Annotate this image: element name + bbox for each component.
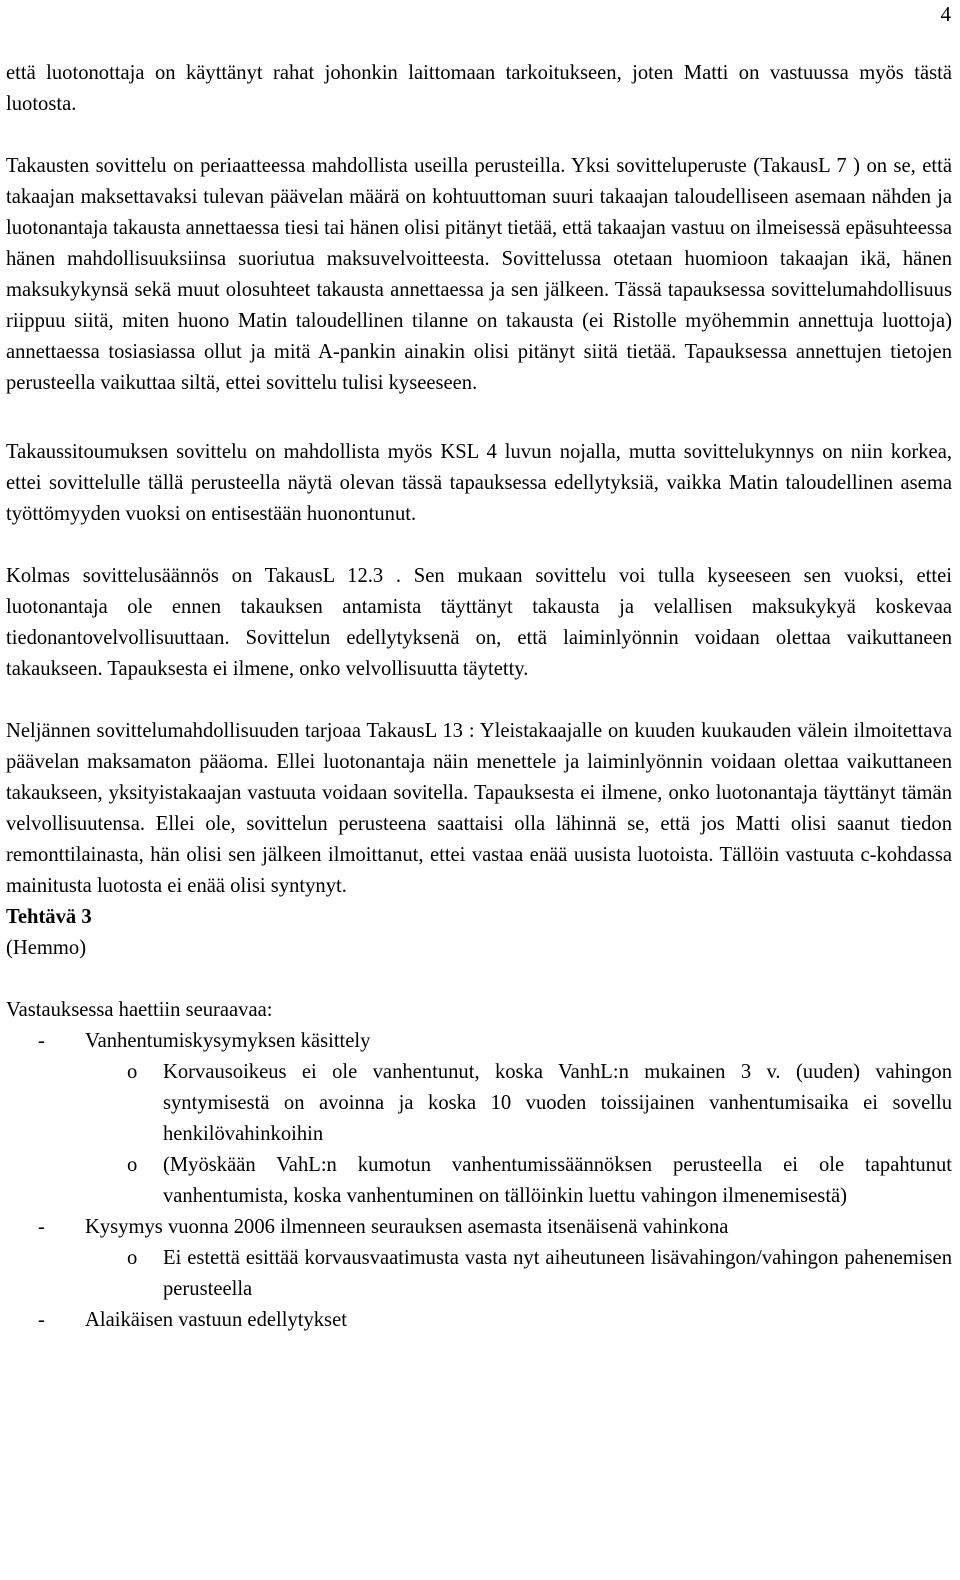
- list-item: [6, 1212, 952, 1243]
- bullet-marker: o: [127, 1061, 138, 1083]
- page-number: 4: [940, 2, 951, 26]
- paragraph-sovittelu-perusteet: Takausten sovittelu on periaatteessa mahdollista useilla perusteilla. Yksi sovitteluperuste (TakausL 7 ) on se, että takaajan maksettavaksi tulevan päävelan määrä on kohtuuttoman suuri takaajan taloudelliseen asemaan nähden ja luotonantaja takausta annettaessa tiesi tai hänen olisi pitänyt tietää, että takaajan vastuu on ilmeisessä epäsuhteessa hänen mahdollisuuksiinsa suoriutua maksuvelvoitteesta. Sovittelussa otetaan huomioon takaajan ikä, hänen maksukykynsä sekä muut olosuhteet takausta annettaessa ja sen jälkeen. Tässä tapauksessa sovittelumahdollisuus riippuu siitä, miten huono Matin taloudellinen tilanne on takausta (ei Ristolle myöhemmin annettuja luottoja) annettaessa tosiasiassa ollut ja mitä A-pankin ainakin olisi pitänyt siitä tietää. Tapauksessa annettujen tietojen perusteella vaikuttaa siltä, ettei sovittelu tulisi kyseeseen.: [6, 155, 952, 394]
- sub-list-item: [6, 1243, 952, 1305]
- paragraph-neljas-mahdollisuus: Neljännen sovittelumahdollisuuden tarjoaa TakausL 13 : Yleistakaajalle on kuuden kuukauden välein ilmoitettava päävelan maksamaton pääoma. Ellei luotonantaja näin menettele ja laiminlyönnin voidaan olettaa vaikuttaneen takaukseen, yksityistakaajan vastuuta voidaan sovitella. Tapauksesta ei ilmene, onko luotonantaja täyttänyt tämän velvollisuutensa. Ellei ole, sovittelun perusteena saattaisi olla lähinnä se, että jos Matti olisi saanut tiedon remonttilainasta, hän olisi sen jälkeen ilmoittanut, ettei vastaa enää uusista luotoista. Tällöin vastuuta c-kohdassa mainitusta luotosta ei enää olisi syntynyt.: [6, 720, 952, 897]
- task-heading: Tehtävä 3: [6, 906, 92, 928]
- paragraph-ksl-sovittelu: Takaussitoumuksen sovittelu on mahdollista myös KSL 4 luvun nojalla, mutta sovittelukynnys on niin korkea, ettei sovittelulle tällä perusteella näytä olevan tässä tapauksessa edellytyksiä, vaikka Matin taloudellinen asema työttömyyden vuoksi on entisestään huonontunut.: [6, 441, 952, 525]
- bullet-marker: o: [127, 1247, 138, 1269]
- sub-list-item: [6, 1150, 952, 1212]
- task-intro: Vastauksessa haettiin seuraavaa:: [6, 999, 273, 1021]
- list-item: [6, 1026, 952, 1057]
- sub-list-item-text: (Myöskään VahL:n kumotun vanhentumissäännöksen perusteella ei ole tapahtunut vanhentumista, koska vanhentuminen on tällöinkin luettu vahingon ilmenemisestä): [163, 1154, 952, 1207]
- list-item-label: Vanhentumiskysymyksen käsittely: [85, 1030, 371, 1052]
- task-author: (Hemmo): [6, 937, 87, 959]
- sub-list-item: [6, 1057, 952, 1150]
- sub-list-item-text: Ei estettä esittää korvausvaatimusta vasta nyt aiheutuneen lisävahingon/vahingon pahenemisen perusteella: [163, 1247, 952, 1300]
- answer-outline-list: [6, 1026, 952, 1336]
- paragraph-continuation: että luotonottaja on käyttänyt rahat johonkin laittomaan tarkoitukseen, joten Matti on vastuussa myös tästä luotosta.: [6, 62, 952, 115]
- dash-marker: -: [38, 1030, 45, 1052]
- list-item: [6, 1305, 952, 1336]
- dash-marker: -: [38, 1216, 45, 1238]
- bullet-marker: o: [127, 1154, 138, 1176]
- document-body: [6, 58, 952, 1336]
- paragraph-kolmas-saannos: Kolmas sovittelusäännös on TakausL 12.3 . Sen mukaan sovittelu voi tulla kyseeseen sen vuoksi, ettei luotonantaja ole ennen takauksen antamista täyttänyt takausta ja velallisen maksukykyä koskevaa tiedonantovelvollisuuttaan. Sovittelun edellytyksenä on, että laiminlyönnin voidaan olettaa vaikuttaneen takaukseen. Tapauksesta ei ilmene, onko velvollisuutta täytetty.: [6, 565, 952, 680]
- dash-marker: -: [38, 1309, 45, 1331]
- list-item-label: Kysymys vuonna 2006 ilmenneen seurauksen asemasta itsenäisenä vahinkona: [85, 1216, 729, 1238]
- sub-list-item-text: Korvausoikeus ei ole vanhentunut, koska VanhL:n mukainen 3 v. (uuden) vahingon syntymisestä on avoinna ja koska 10 vuoden toissijainen vanhentumisaika ei sovellu henkilövahinkoihin: [163, 1061, 952, 1145]
- list-item-label: Alaikäisen vastuun edellytykset: [85, 1309, 347, 1331]
